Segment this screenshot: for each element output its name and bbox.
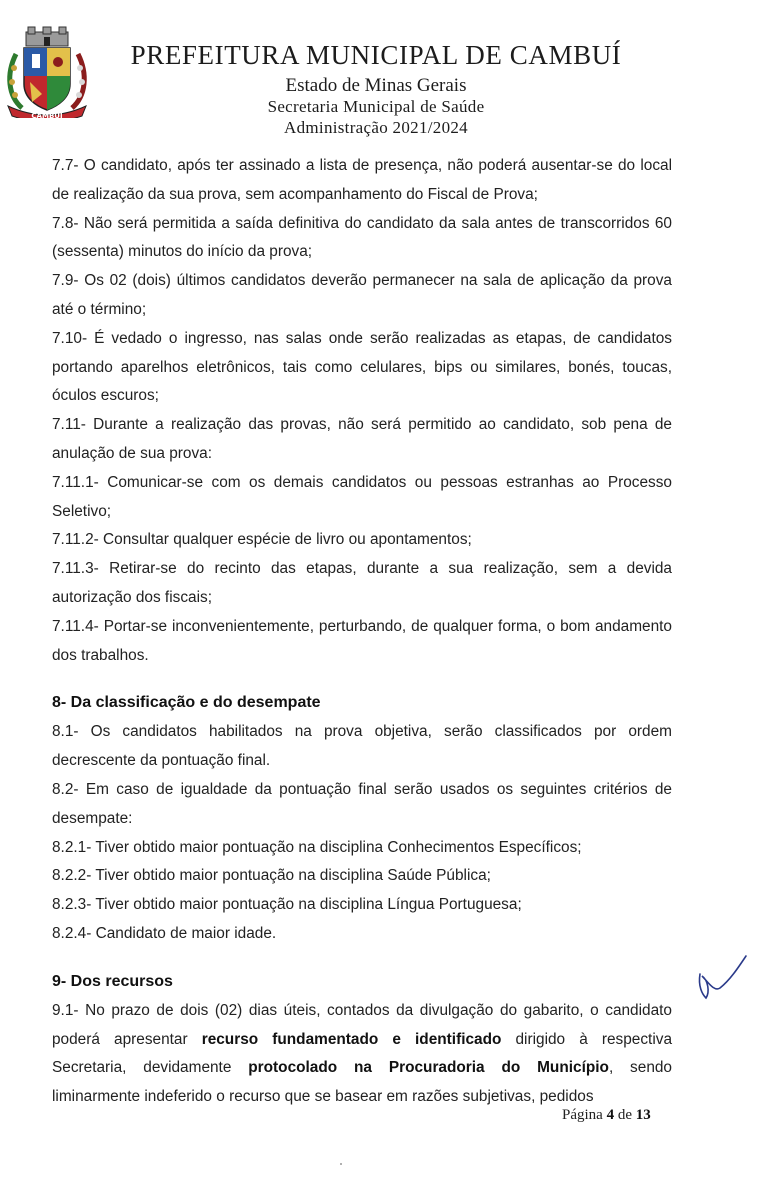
paragraph-9-1-text-1: 9.1- No prazo de dois (02) dias úteis, contados da divulgação do gabarito, o candidato poderá apresentar bbox=[52, 1001, 672, 1048]
paragraph-7-7: 7.7- O candidato, após ter assinado a lista de presença, não poderá ausentar-se do local de realização da sua prova, sem acompanhamento do Fiscal de Prova; bbox=[52, 157, 672, 203]
paragraph-8-2-4: 8.2.4- Candidato de maior idade. bbox=[52, 924, 277, 942]
total-pages: 13 bbox=[635, 1107, 651, 1123]
paragraph-7-11: 7.11- Durante a realização das provas, não será permitido ao candidato, sob pena de anulação de sua prova: bbox=[52, 416, 672, 462]
crest-banner-text: CAMBUÍ bbox=[31, 112, 63, 118]
paragraph-7-10: 7.10- É vedado o ingresso, nas salas onde serão realizadas as etapas, de candidatos portando aparelhos eletrônicos, tais como celulares, bips ou similares, bonés, toucas, óculos escuros; bbox=[52, 329, 672, 405]
of-word: de bbox=[617, 1107, 632, 1123]
paragraph-8-2: 8.2- Em caso de igualdade da pontuação final serão usados os seguintes critérios de desempate: bbox=[52, 780, 672, 827]
header-state: Estado de Minas Gerais bbox=[285, 75, 467, 96]
coat-of-arms-icon bbox=[2, 24, 92, 118]
paragraph-7-8: 7.8- Não será permitida a saída definitiva do candidato da sala antes de transcorridos 60 (sessenta) minutos do início da prova; bbox=[52, 214, 672, 261]
scan-speck bbox=[340, 1163, 342, 1165]
section-heading-9: 9- Dos recursos bbox=[52, 972, 173, 990]
page-word: Página bbox=[562, 1107, 603, 1123]
paragraph-8-2-2: 8.2.2- Tiver obtido maior pontuação na disciplina Saúde Pública; bbox=[52, 867, 491, 885]
header-department: Secretaria Municipal de Saúde bbox=[267, 97, 485, 116]
paragraph-8-1: 8.1- Os candidatos habilitados na prova objetiva, serão classificados por ordem decrescente da pontuação final. bbox=[52, 723, 672, 770]
paragraph-7-11-3: 7.11.3- Retirar-se do recinto das etapas, durante a sua realização, sem a devida autorização dos fiscais; bbox=[52, 560, 672, 606]
paragraph-7-11-4: 7.11.4- Portar-se inconvenientemente, perturbando, de qualquer forma, o bom andamento dos trabalhos. bbox=[52, 617, 672, 664]
document-body bbox=[52, 152, 672, 1112]
paragraph-9-1 bbox=[52, 997, 672, 1112]
paragraph-8-2-3: 8.2.3- Tiver obtido maior pontuação na disciplina Língua Portuguesa; bbox=[52, 896, 522, 914]
paragraph-9-1-bold-1: recurso fundamentado e identificado bbox=[201, 1030, 502, 1048]
paragraph-9-1-text-3: , sendo liminarmente indeferido o recurso que se basear em razões subjetivas, pedidos bbox=[52, 1059, 672, 1106]
paragraph-9-1-bold-2: protocolado na Procuradoria do Município bbox=[248, 1059, 609, 1077]
page-number bbox=[562, 1107, 651, 1124]
paragraph-7-9: 7.9- Os 02 (dois) últimos candidatos deverão permanecer na sala de aplicação da prova até o término; bbox=[52, 272, 672, 318]
section-heading-8: 8- Da classificação e do desempate bbox=[52, 694, 321, 712]
paragraph-9-1-text-2: dirigido à respectiva Secretaria, devidamente bbox=[52, 1030, 672, 1077]
header-title: PREFEITURA MUNICIPAL DE CAMBUÍ bbox=[130, 40, 622, 70]
handwritten-initials-icon bbox=[694, 952, 750, 1008]
paragraph-8-2-1: 8.2.1- Tiver obtido maior pontuação na disciplina Conhecimentos Específicos; bbox=[52, 838, 582, 856]
current-page: 4 bbox=[606, 1107, 615, 1123]
header-administration: Administração 2021/2024 bbox=[284, 118, 468, 137]
paragraph-7-11-2: 7.11.2- Consultar qualquer espécie de livro ou apontamentos; bbox=[52, 531, 472, 549]
paragraph-7-11-1: 7.11.1- Comunicar-se com os demais candidatos ou pessoas estranhas ao Processo Seletivo; bbox=[52, 473, 672, 520]
